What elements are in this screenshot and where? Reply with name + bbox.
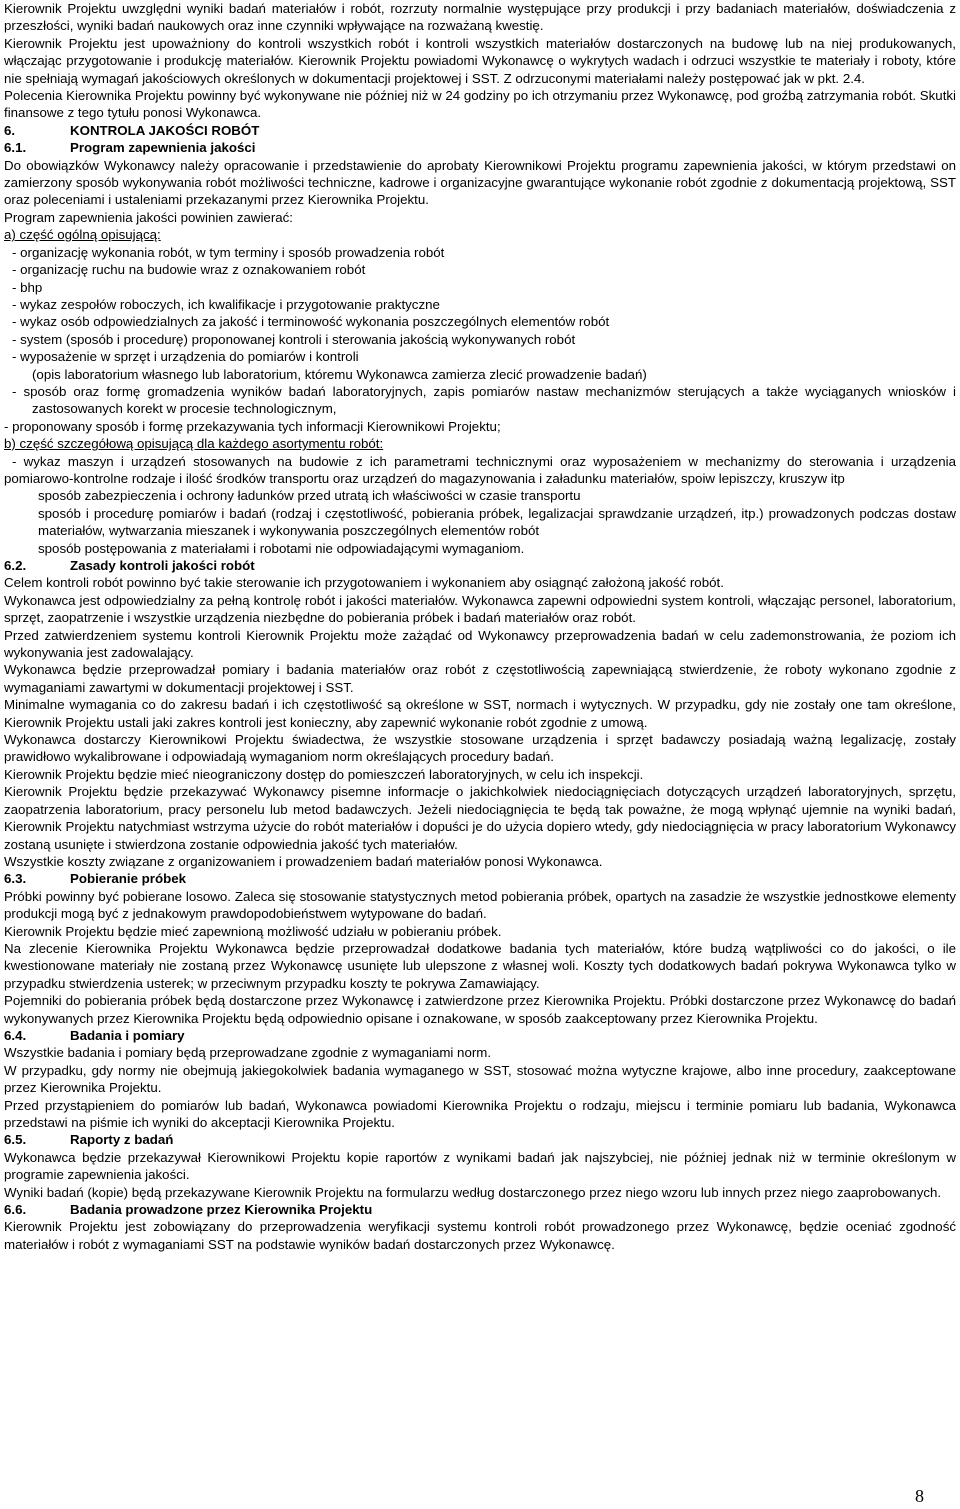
heading-number: 6.6. xyxy=(4,1202,27,1218)
paragraph: Kierownik Projektu jest upoważniony do kontroli wszystkich robót i kontroli wszystkich materiałów dostarczonych na budowę lub na niej produkowanych, włączając przygotowanie i produkcję materiałów. Kierownik Projektu powiadomi Wykonawcę o wykrytych wadach i odrzuci wszystkie te materiały i roboty, które nie spełniają wymagań jakościowych określonych w dokumentacji projektowej i SST. Z odrzuconymi materiałami należy postępować jak w pkt. 2.4. xyxy=(4,35,956,86)
paragraph: Kierownik Projektu będzie mieć nieograniczony dostęp do pomieszczeń laboratoryjnych, w celu ich inspekcji. xyxy=(4,766,644,782)
paragraph: Wykonawca będzie przeprowadzał pomiary i badania materiałów oraz robót z częstotliwością zapewniającą stwierdzenie, że roboty wykonano zgodnie z wymaganiami zawartymi w dokumentacji projektowej i SST. xyxy=(4,662,956,695)
paragraph: Wykonawca dostarczy Kierownikowi Projektu świadectwa, że wszystkie stosowane urządzenia i sprzęt badawczy posiadają ważną legalizację, zostały prawidłowo wykalibrowane i odpowiadają wymaganiom norm określających procedury badań. xyxy=(4,732,956,765)
heading-number: 6.1. xyxy=(4,140,27,156)
section-heading-6-2 xyxy=(4,557,956,574)
heading-number: 6. xyxy=(4,122,16,138)
heading-title: KONTROLA JAKOŚCI ROBÓT xyxy=(70,122,260,138)
paragraph: Wykonawca jest odpowiedzialny za pełną kontrolę robót i jakości materiałów. Wykonawca zapewni odpowiedni system kontroli, włączając personel, laboratorium, sprzęt, zaopatrzenie i wszystkie urządzenia niezbędne do pobierania próbek i badań materiałów oraz robót. xyxy=(4,592,956,626)
heading-title: Badania prowadzone przez Kierownika Projektu xyxy=(70,1202,373,1218)
list-dash xyxy=(4,540,38,557)
section-heading-6-6 xyxy=(4,1201,956,1218)
heading-title: Raporty z badań xyxy=(70,1132,174,1148)
list-dash xyxy=(4,487,38,504)
list-text: sposób zabezpieczenia i ochrony ładunków przed utratą ich właściwości w czasie transportu xyxy=(38,488,581,504)
paragraph: Przed zatwierdzeniem systemu kontroli Kierownik Projektu może zażądać od Wykonawcy przeprowadzenia badań w celu zademonstrowania, że poziom ich wykonywania jest zadowalający. xyxy=(4,627,956,661)
list-item: - wykaz zespołów roboczych, ich kwalifikacje i przygotowanie praktyczne xyxy=(12,296,440,312)
heading-title: Zasady kontroli jakości robót xyxy=(70,558,255,573)
paragraph: Wszystkie koszty związane z organizowaniem i prowadzeniem badań materiałów ponosi Wykonawca. xyxy=(4,853,603,869)
paragraph: Polecenia Kierownika Projektu powinny być wykonywane nie później niż w 24 godziny po ich otrzymaniu przez Wykonawcę, pod groźbą zatrzymania robót. Skutki finansowe z tego tytułu ponosi Wykonawca. xyxy=(4,88,956,121)
paragraph: Do obowiązków Wykonawcy należy opracowanie i przedstawienie do aprobaty Kierownikowi Projektu programu zapewnienia jakości, w którym przedstawi on zamierzony sposób wykonywania robót możliwości techniczne, kadrowe i organizacyjne gwarantujące wykonanie robót zgodnie z dokumentacją projektową, SST oraz poleceniami i ustaleniami przekazanymi przez Kierownika Projektu. xyxy=(4,157,956,208)
list-item: - sposób oraz formę gromadzenia wyników badań laboratoryjnych, zapis pomiarów nastaw mechanizmów sterujących a także wyciąganych wniosków i zastosowanych korekt w procesie technologicznym, xyxy=(12,383,956,417)
paragraph: Próbki powinny być pobierane losowo. Zaleca się stosowanie statystycznych metod pobierania próbek, opartych na zasadzie że wszystkie jednostkowe elementy produkcji mogą być z jednakowym prawdopodobieństwem wytypowane do badań. xyxy=(4,888,956,922)
paragraph: Kierownik Projektu jest zobowiązany do przeprowadzenia weryfikacji systemu kontroli robót prowadzonego przez Wykonawcę, będzie oceniać zgodność materiałów i robót z wymaganiami SST na podstawie wyników badań dostarczonych przez Wykonawcę. xyxy=(4,1219,956,1252)
list-text: sposób i procedurę pomiarów i badań (rodzaj i częstotliwość, pobierania próbek, legalizacjai sprawdzanie urządzeń, itp.) prowadzonych podczas dostaw materiałów, wytwarzania mieszanek i wykonywania poszczególnych elementów robót xyxy=(38,505,956,539)
paragraph: Pojemniki do pobierania próbek będą dostarczone przez Wykonawcę i zatwierdzone przez Kierownika Projektu. Próbki dostarczone przez Wykonawcę do badań wykonywanych przez Kierownika Projektu będą odpowiednio opisane i oznakowane, w sposób zaakceptowany przez Kierownika Projektu. xyxy=(4,993,956,1026)
page-number: 8 xyxy=(915,1486,924,1506)
heading-title: Pobieranie próbek xyxy=(70,871,187,887)
list-item: - organizację ruchu na budowie wraz z oznakowaniem robót xyxy=(12,262,366,278)
heading-number: 6.3. xyxy=(4,871,27,887)
paragraph: Kierownik Projektu uwzględni wyniki badań materiałów i robót, rozrzuty normalnie występujące przy produkcji i przy badaniach materiałów, doświadczenia z przeszłości, wyniki badań naukowych oraz inne czynniki wpływające na rozważaną kwestię. xyxy=(4,1,956,34)
paragraph: Na zlecenie Kierownika Projektu Wykonawca będzie przeprowadzał dodatkowe badania tych materiałów, które budzą wątpliwości co do jakości, o ile kwestionowane materiały nie zostaną przez Wykonawcę usunięte lub ulepszone z własnej woli. Koszty tych dodatkowych badań pokrywa Wykonawca tylko w przypadku stwierdzenia usterek; w przeciwnym przypadku koszty te pokrywa Zamawiający. xyxy=(4,940,956,991)
part-b-heading: b) część szczegółową opisującą dla każdego asortymentu robót: xyxy=(4,436,384,452)
list-item xyxy=(4,505,956,540)
list-item: - system (sposób i procedurę) proponowanej kontroli i sterowania jakością wykonywanych robót xyxy=(12,331,576,347)
list-item: - wykaz osób odpowiedzialnych za jakość i terminowość wykonania poszczególnych elementów robót xyxy=(12,314,610,330)
paragraph: W przypadku, gdy normy nie obejmują jakiegokolwiek badania wymaganego w SST, stosować można wytyczne krajowe, albo inne procedury, zaakceptowane przez Kierownika Projektu. xyxy=(4,1062,956,1096)
paragraph: Celem kontroli robót powinno być takie sterowanie ich przygotowaniem i wykonaniem aby osiągnąć założoną jakość robót. xyxy=(4,575,724,591)
list-item xyxy=(4,487,956,504)
list-item: - wykaz maszyn i urządzeń stosowanych na budowie z ich parametrami technicznymi oraz wyposażeniem w mechanizmy do sterowania i urządzenia pomiarowo-kontrolne rodzaje i ilość środków transportu oraz urządzeń do magazynowania i załadunku materiałów, spoiw lepiszczy, kruszyw itp xyxy=(4,453,956,486)
paragraph: Kierownik Projektu będzie przekazywać Wykonawcy pisemne informacje o jakichkolwiek niedociągnięciach dotyczących urządzeń laboratoryjnych, sprzętu, zaopatrzenia laboratorium, pracy personelu lub metod badawczych. Jeżeli niedociągnięcia te będą tak poważne, że mogą wpłynąć ujemnie na wyniki badań, Kierownik Projektu natychmiast wstrzyma użycie do robót materiałów i dopuści je do użycia dopiero wtedy, gdy niedociągnięcia w pracy laboratorium Wykonawcy zostaną usunięte i stwierdzona zostanie odpowiednia jakość tych materiałów. xyxy=(4,784,956,852)
section-heading-6-4 xyxy=(4,1027,956,1044)
list-item: - proponowany sposób i formę przekazywania tych informacji Kierownikowi Projektu; xyxy=(4,418,501,434)
section-heading-6 xyxy=(4,122,956,139)
paragraph: Przed przystąpieniem do pomiarów lub badań, Wykonawca powiadomi Kierownika Projektu o rodzaju, miejscu i terminie pomiaru lub badania, Wykonawca przedstawi na piśmie ich wyniki do akceptacji Kierownika Projektu. xyxy=(4,1097,956,1130)
paragraph: Kierownik Projektu będzie mieć zapewnioną możliwość udziału w pobieraniu próbek. xyxy=(4,923,502,939)
heading-title: Badania i pomiary xyxy=(70,1027,185,1043)
document-page xyxy=(4,0,956,1253)
list-item: - wyposażenie w sprzęt i urządzenia do pomiarów i kontroli xyxy=(12,349,359,365)
part-a-heading: a) część ogólną opisującą: xyxy=(4,227,161,243)
section-heading-6-1 xyxy=(4,139,956,156)
list-dash xyxy=(4,505,38,522)
list-item: - bhp xyxy=(12,279,43,295)
heading-number: 6.5. xyxy=(4,1132,27,1148)
heading-title: Program zapewnienia jakości xyxy=(70,140,256,156)
paragraph: Wszystkie badania i pomiary będą przeprowadzane zgodnie z wymaganiami norm. xyxy=(4,1045,492,1061)
section-heading-6-3 xyxy=(4,870,956,887)
section-heading-6-5 xyxy=(4,1131,956,1148)
paragraph: Wykonawca będzie przekazywał Kierownikowi Projektu kopie raportów z wynikami badań jak najszybciej, nie później jednak niż w terminie określonym w programie zapewnienia jakości. xyxy=(4,1149,956,1183)
paragraph: Program zapewnienia jakości powinien zawierać: xyxy=(4,209,293,225)
list-item xyxy=(4,540,956,557)
list-item: - organizację wykonania robót, w tym terminy i sposób prowadzenia robót xyxy=(12,244,445,260)
heading-number: 6.2. xyxy=(4,558,27,573)
heading-number: 6.4. xyxy=(4,1027,27,1043)
paragraph: Wyniki badań (kopie) będą przekazywane Kierownik Projektu na formularzu według dostarczonego przez niego wzoru lub innych przez niego zaaprobowanych. xyxy=(4,1184,942,1200)
list-item-note: (opis laboratorium własnego lub laboratorium, któremu Wykonawca zamierza zlecić prowadzenie badań) xyxy=(32,366,647,382)
list-text: sposób postępowania z materiałami i robotami nie odpowiadającymi wymaganiom. xyxy=(38,540,525,556)
paragraph: Minimalne wymagania co do zakresu badań i ich częstotliwość są określone w SST, normach i wytycznych. W przypadku, gdy nie zostały one tam określone, Kierownik Projektu ustali jaki zakres kontroli jest konieczny, aby zapewnić wykonanie robót zgodnie z umową. xyxy=(4,697,956,730)
